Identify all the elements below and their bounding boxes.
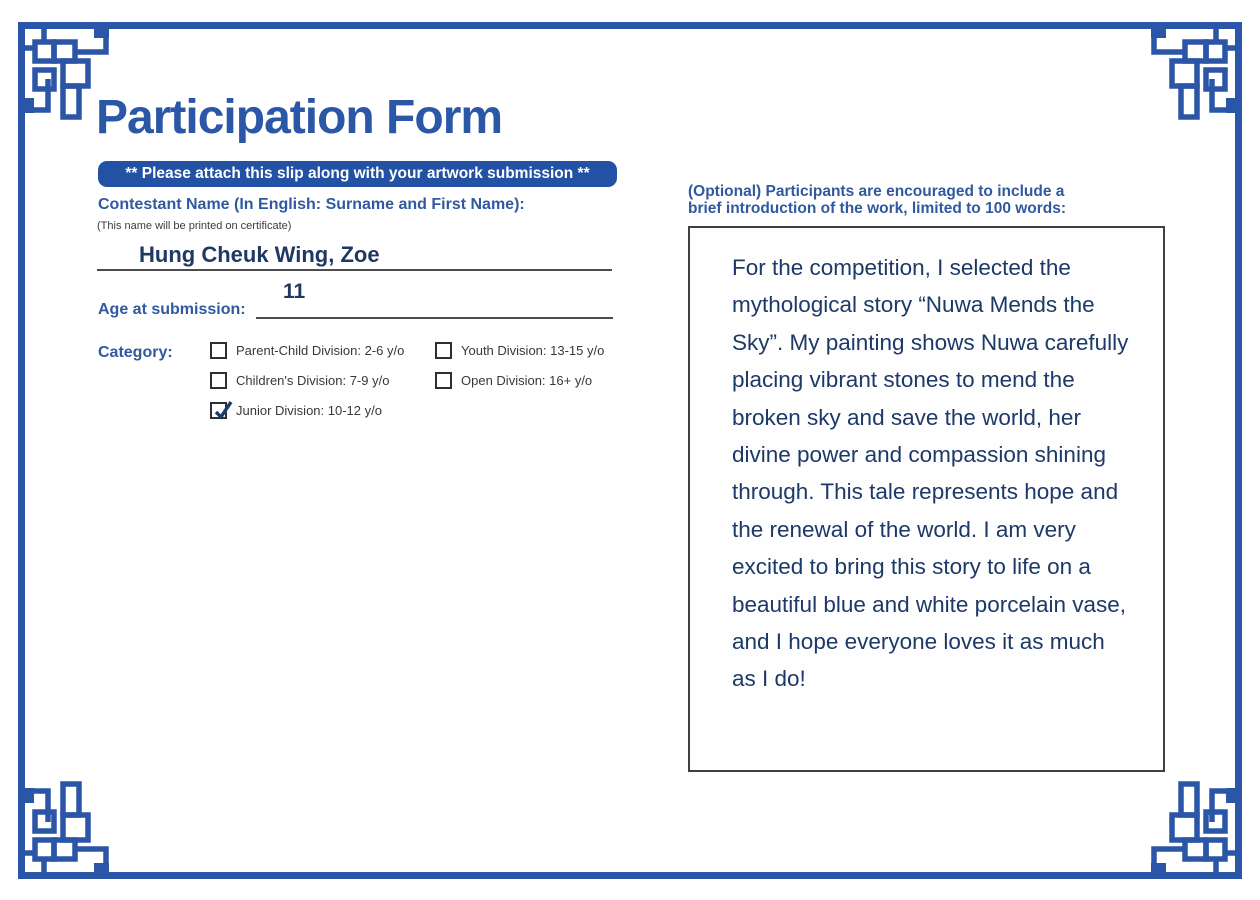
- contestant-name-value: Hung Cheuk Wing, Zoe: [139, 242, 380, 267]
- lattice-corner-ornament-bottom-left: [18, 774, 123, 879]
- age-value: 11: [283, 280, 306, 303]
- introduction-instructions: [688, 183, 1066, 217]
- checkmark-icon: [213, 400, 233, 422]
- chinese-lattice-icon: [18, 774, 123, 879]
- chinese-lattice-icon: [1137, 22, 1242, 127]
- category-label: Category:: [98, 344, 173, 361]
- checkbox-box[interactable]: [435, 342, 452, 359]
- age-label: Age at submission:: [98, 301, 246, 318]
- checkbox-label: Youth Division: 13-15 y/o: [461, 343, 605, 358]
- checkbox-label: Open Division: 16+ y/o: [461, 373, 593, 388]
- introduction-instructions-line1: (Optional) Participants are encouraged to include a: [688, 183, 1065, 200]
- checkbox-label: Junior Division: 10-12 y/o: [236, 403, 382, 418]
- introduction-text-box[interactable]: [688, 226, 1165, 772]
- page-title: Participation Form: [96, 91, 503, 144]
- checkbox-label: Parent-Child Division: 2-6 y/o: [236, 343, 405, 358]
- checkbox-box[interactable]: [210, 372, 227, 389]
- certificate-note: (This name will be printed on certificate): [97, 220, 292, 232]
- checkbox-box[interactable]: [210, 342, 227, 359]
- lattice-corner-ornament-bottom-right: [1137, 774, 1242, 879]
- contestant-name-label: Contestant Name (In English: Surname and First Name):: [98, 196, 525, 213]
- introduction-instructions-line2: brief introduction of the work, limited to 100 words:: [688, 200, 1067, 217]
- checkbox-label: Children's Division: 7-9 y/o: [236, 373, 390, 388]
- checkbox-box[interactable]: [210, 402, 227, 419]
- age-field-line[interactable]: [256, 317, 613, 319]
- introduction-text: For the competition, I selected the mythological story “Nuwa Mends the Sky”. My painting shows Nuwa carefully placing vibrant stones to mend the broken sky and save the world, her divine power and compassion shining through. This tale represents hope and the renewal of the world. I am very excited to bring this story to life on a beautiful blue and white porcelain vase, and I hope everyone loves it as much as I do!: [732, 255, 1129, 692]
- chinese-lattice-icon: [1137, 774, 1242, 879]
- checkbox-box[interactable]: [435, 372, 452, 389]
- contestant-name-field-line[interactable]: [97, 269, 612, 271]
- attach-slip-banner: ** Please attach this slip along with your artwork submission **: [98, 161, 617, 187]
- lattice-corner-ornament-top-right: [1137, 22, 1242, 127]
